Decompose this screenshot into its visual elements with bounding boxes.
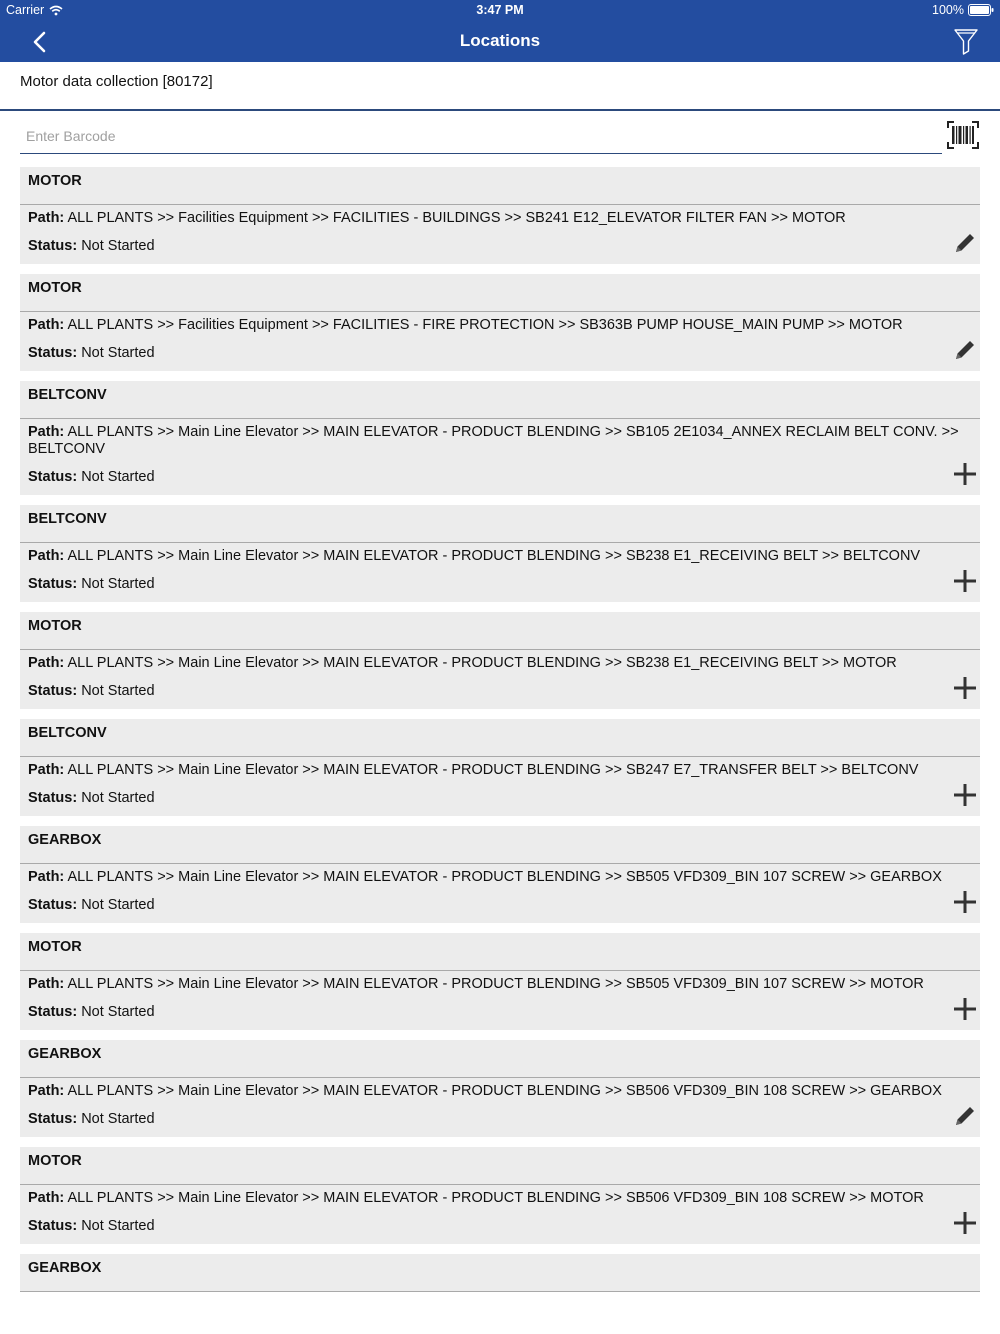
path-row bbox=[28, 655, 972, 672]
path-value: ALL PLANTS >> Main Line Elevator >> MAIN ELEVATOR - PRODUCT BLENDING >> SB247 E7_TRANSFER BELT >> BELTCONV bbox=[67, 762, 919, 778]
path-label: Path: bbox=[28, 1190, 65, 1206]
status-label: Status: bbox=[28, 1111, 78, 1127]
status-row bbox=[28, 1004, 972, 1021]
plus-icon[interactable] bbox=[952, 996, 978, 1022]
status-row bbox=[28, 469, 972, 486]
status-row bbox=[28, 897, 972, 914]
location-details bbox=[20, 419, 980, 495]
status-label: Status: bbox=[28, 790, 78, 806]
path-value: ALL PLANTS >> Main Line Elevator >> MAIN ELEVATOR - PRODUCT BLENDING >> SB238 E1_RECEIVING BELT >> BELTCONV bbox=[67, 548, 921, 564]
navigation-bar bbox=[0, 22, 1000, 62]
location-details bbox=[20, 1185, 980, 1244]
plus-icon[interactable] bbox=[952, 675, 978, 701]
location-name: GEARBOX bbox=[20, 1040, 980, 1078]
plus-icon[interactable] bbox=[952, 889, 978, 915]
path-label: Path: bbox=[28, 1083, 65, 1099]
path-label: Path: bbox=[28, 976, 65, 992]
location-details bbox=[20, 205, 980, 264]
pencil-icon[interactable] bbox=[952, 337, 978, 363]
path-label: Path: bbox=[28, 762, 65, 778]
location-details bbox=[20, 864, 980, 923]
status-row bbox=[28, 1111, 972, 1128]
location-card[interactable] bbox=[20, 505, 980, 602]
path-row bbox=[28, 1190, 972, 1207]
location-card[interactable] bbox=[20, 719, 980, 816]
location-name: MOTOR bbox=[20, 274, 980, 312]
location-name: MOTOR bbox=[20, 933, 980, 971]
status-label: Status: bbox=[28, 1218, 78, 1234]
path-label: Path: bbox=[28, 210, 65, 226]
top-bar bbox=[0, 0, 1000, 62]
pencil-icon[interactable] bbox=[952, 230, 978, 256]
status-label: Status: bbox=[28, 897, 78, 913]
path-row bbox=[28, 210, 972, 227]
plus-icon[interactable] bbox=[952, 568, 978, 594]
status-label: Status: bbox=[28, 576, 78, 592]
location-details bbox=[20, 971, 980, 1030]
location-name: BELTCONV bbox=[20, 381, 980, 419]
location-details bbox=[20, 543, 980, 602]
location-details bbox=[20, 757, 980, 816]
path-value: ALL PLANTS >> Main Line Elevator >> MAIN ELEVATOR - PRODUCT BLENDING >> SB505 VFD309_BIN 107 SCREW >> GEARBOX bbox=[67, 869, 942, 885]
path-row bbox=[28, 869, 972, 886]
location-details bbox=[20, 1078, 980, 1137]
path-row bbox=[28, 548, 972, 565]
location-card[interactable] bbox=[20, 1254, 980, 1292]
battery-indicator bbox=[932, 3, 994, 17]
path-row bbox=[28, 762, 972, 779]
path-label: Path: bbox=[28, 869, 65, 885]
path-value: ALL PLANTS >> Facilities Equipment >> FACILITIES - FIRE PROTECTION >> SB363B PUMP HOUSE_MAIN PUMP >> MOTOR bbox=[67, 317, 903, 333]
location-card[interactable] bbox=[20, 612, 980, 709]
path-value: ALL PLANTS >> Main Line Elevator >> MAIN ELEVATOR - PRODUCT BLENDING >> SB105 2E1034_ANNEX RECLAIM BELT CONV. >> BELTCONV bbox=[28, 424, 959, 457]
path-value: ALL PLANTS >> Main Line Elevator >> MAIN ELEVATOR - PRODUCT BLENDING >> SB506 VFD309_BIN 108 SCREW >> GEARBOX bbox=[67, 1083, 942, 1099]
status-value: Not Started bbox=[81, 1111, 155, 1127]
path-value: ALL PLANTS >> Main Line Elevator >> MAIN ELEVATOR - PRODUCT BLENDING >> SB505 VFD309_BIN 107 SCREW >> MOTOR bbox=[67, 976, 924, 992]
location-name: MOTOR bbox=[20, 167, 980, 205]
plus-icon[interactable] bbox=[952, 782, 978, 808]
status-row bbox=[28, 238, 972, 255]
clock: 3:47 PM bbox=[476, 3, 524, 17]
page-title: Locations bbox=[459, 31, 541, 50]
status-label: Status: bbox=[28, 683, 78, 699]
location-card[interactable] bbox=[20, 381, 980, 495]
plus-icon[interactable] bbox=[952, 1210, 978, 1236]
status-label: Status: bbox=[28, 1004, 78, 1020]
status-value: Not Started bbox=[81, 1218, 155, 1234]
battery-percent: 100% bbox=[932, 3, 964, 17]
path-row bbox=[28, 976, 972, 993]
location-name: GEARBOX bbox=[20, 1254, 980, 1292]
status-value: Not Started bbox=[81, 897, 155, 913]
location-card[interactable] bbox=[20, 274, 980, 371]
status-value: Not Started bbox=[81, 238, 155, 254]
path-label: Path: bbox=[28, 548, 65, 564]
location-name: MOTOR bbox=[20, 612, 980, 650]
pencil-icon[interactable] bbox=[952, 1103, 978, 1129]
path-row bbox=[28, 1083, 972, 1100]
battery-icon bbox=[968, 4, 994, 16]
location-name: MOTOR bbox=[20, 1147, 980, 1185]
status-row bbox=[28, 1218, 972, 1235]
status-row bbox=[28, 683, 972, 700]
collection-title: Motor data collection [80172] bbox=[20, 73, 213, 90]
status-label: Status: bbox=[28, 238, 78, 254]
carrier-label: Carrier bbox=[6, 3, 45, 17]
location-name: BELTCONV bbox=[20, 505, 980, 543]
path-value: ALL PLANTS >> Facilities Equipment >> FACILITIES - BUILDINGS >> SB241 E12_ELEVATOR FILTER FAN >> MOTOR bbox=[67, 210, 846, 226]
status-value: Not Started bbox=[81, 469, 155, 485]
location-details bbox=[20, 650, 980, 709]
barcode-icon[interactable] bbox=[946, 120, 980, 150]
status-label: Status: bbox=[28, 345, 78, 361]
status-label: Status: bbox=[28, 469, 78, 485]
status-row bbox=[28, 790, 972, 807]
path-label: Path: bbox=[28, 655, 65, 671]
location-details bbox=[20, 312, 980, 371]
path-row bbox=[28, 317, 972, 334]
location-card[interactable] bbox=[20, 826, 980, 923]
location-card[interactable] bbox=[20, 1147, 980, 1244]
barcode-input[interactable] bbox=[20, 118, 942, 154]
filter-icon[interactable] bbox=[952, 26, 980, 56]
location-card[interactable] bbox=[20, 167, 980, 264]
status-value: Not Started bbox=[81, 576, 155, 592]
status-row bbox=[28, 576, 972, 593]
location-name: GEARBOX bbox=[20, 826, 980, 864]
locations-list bbox=[20, 167, 980, 1302]
path-label: Path: bbox=[28, 317, 65, 333]
path-value: ALL PLANTS >> Main Line Elevator >> MAIN ELEVATOR - PRODUCT BLENDING >> SB238 E1_RECEIVING BELT >> MOTOR bbox=[67, 655, 897, 671]
path-value: ALL PLANTS >> Main Line Elevator >> MAIN ELEVATOR - PRODUCT BLENDING >> SB506 VFD309_BIN 108 SCREW >> MOTOR bbox=[67, 1190, 924, 1206]
status-value: Not Started bbox=[81, 790, 155, 806]
status-bar bbox=[0, 0, 1000, 22]
path-row bbox=[28, 424, 972, 458]
status-value: Not Started bbox=[81, 683, 155, 699]
collection-header bbox=[0, 62, 1000, 111]
path-label: Path: bbox=[28, 424, 65, 440]
plus-icon[interactable] bbox=[952, 461, 978, 487]
location-card[interactable] bbox=[20, 1040, 980, 1137]
status-row bbox=[28, 345, 972, 362]
location-card[interactable] bbox=[20, 933, 980, 1030]
status-value: Not Started bbox=[81, 345, 155, 361]
status-value: Not Started bbox=[81, 1004, 155, 1020]
location-name: BELTCONV bbox=[20, 719, 980, 757]
barcode-row bbox=[20, 118, 980, 158]
